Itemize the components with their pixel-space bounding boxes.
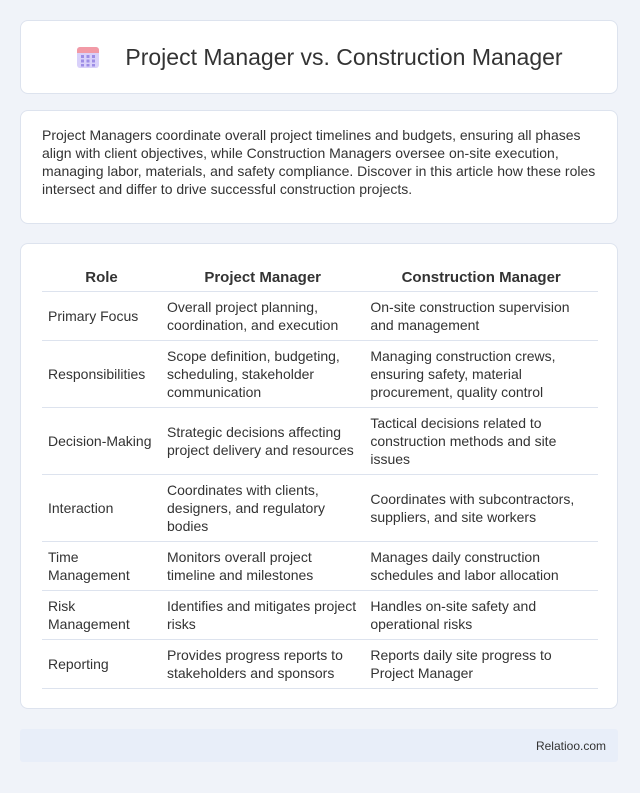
table-row (42, 408, 598, 475)
construction-manager-cell: On-site construction supervision and management (364, 292, 598, 341)
project-manager-cell: Identifies and mitigates project risks (161, 591, 364, 640)
title-card (20, 20, 618, 94)
project-manager-cell: Overall project planning, coordination, and execution (161, 292, 364, 341)
table-row (42, 341, 598, 408)
comparison-card (20, 243, 618, 709)
comparison-table (42, 263, 598, 689)
construction-manager-cell: Tactical decisions related to construction methods and site issues (364, 408, 598, 475)
construction-manager-cell: Managing construction crews, ensuring safety, material procurement, quality control (364, 341, 598, 408)
row-label: Responsibilities (42, 341, 161, 408)
footer-brand: Relatioo.com (535, 738, 606, 753)
row-label: Decision-Making (42, 408, 161, 475)
intro-card (20, 110, 618, 224)
construction-manager-cell: Coordinates with subcontractors, suppliers, and site workers (364, 475, 598, 542)
table-header-row (42, 263, 598, 292)
row-label: Time Management (42, 542, 161, 591)
page-title: Project Manager vs. Construction Manager (125, 43, 563, 70)
row-label: Primary Focus (42, 292, 161, 341)
construction-manager-cell: Manages daily construction schedules and labor allocation (364, 542, 598, 591)
header-project-manager: Project Manager (161, 263, 364, 292)
row-label: Risk Management (42, 591, 161, 640)
row-label: Reporting (42, 640, 161, 689)
calendar-grid-icon (75, 44, 101, 70)
table-row (42, 542, 598, 591)
project-manager-cell: Provides progress reports to stakeholders and sponsors (161, 640, 364, 689)
row-label: Interaction (42, 475, 161, 542)
project-manager-cell: Coordinates with clients, designers, and regulatory bodies (161, 475, 364, 542)
footer-bar (20, 729, 618, 762)
table-row (42, 292, 598, 341)
table-row (42, 475, 598, 542)
table-row (42, 640, 598, 689)
project-manager-cell: Strategic decisions affecting project delivery and resources (161, 408, 364, 475)
project-manager-cell: Monitors overall project timeline and milestones (161, 542, 364, 591)
header-construction-manager: Construction Manager (364, 263, 598, 292)
project-manager-cell: Scope definition, budgeting, scheduling, stakeholder communication (161, 341, 364, 408)
construction-manager-cell: Handles on-site safety and operational risks (364, 591, 598, 640)
intro-text: Project Managers coordinate overall project timelines and budgets, ensuring all phases align with client objectives, while Construction Managers oversee on-site execution, managing labor, materials, and safety compliance. Discover in this article how these roles intersect and differ to drive successful construction projects. (42, 127, 596, 197)
construction-manager-cell: Reports daily site progress to Project Manager (364, 640, 598, 689)
header-role: Role (42, 263, 161, 292)
table-row (42, 591, 598, 640)
